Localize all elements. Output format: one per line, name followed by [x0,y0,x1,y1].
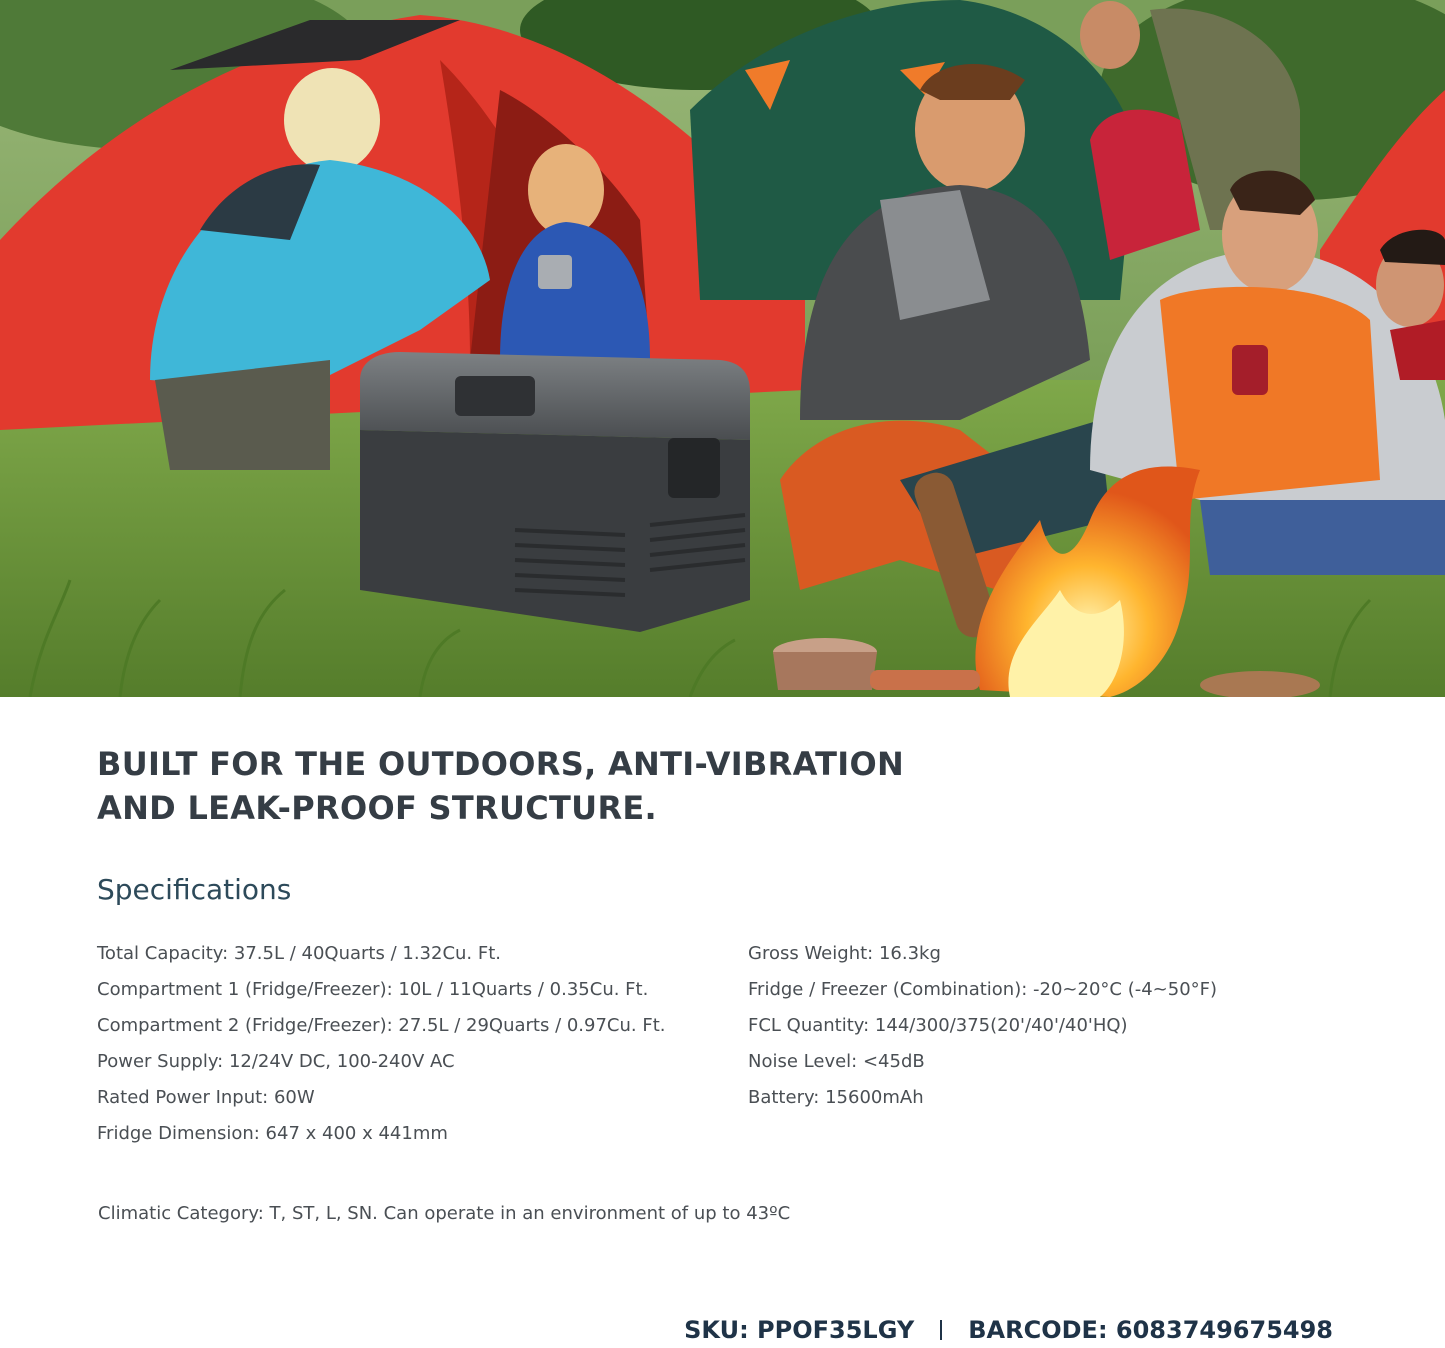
climatic-category-note: Climatic Category: T, ST, L, SN. Can operate in an environment of up to 43ºC [98,1203,791,1224]
spec-gross-weight: Gross Weight: 16.3kg [748,943,941,964]
specifications-left-column [97,936,737,1152]
code-separator [940,1320,942,1340]
spec-noise-level: Noise Level: <45dB [748,1051,925,1072]
spec-battery: Battery: 15600mAh [748,1087,924,1108]
headline-line-1: BUILT FOR THE OUTDOORS, ANTI-VIBRATION [97,745,905,783]
spec-rated-power-input: Rated Power Input: 60W [97,1087,315,1108]
spec-compartment-2: Compartment 2 (Fridge/Freezer): 27.5L / 29Quarts / 0.97Cu. Ft. [97,1015,666,1036]
barcode-label: BARCODE: 6083749675498 [968,1316,1333,1344]
spec-fcl-quantity: FCL Quantity: 144/300/375(20'/40'/40'HQ) [748,1015,1128,1036]
specifications-right-column [748,936,1388,1116]
sku-label: SKU: PPOF35LGY [684,1316,915,1344]
product-codes [684,1312,1333,1348]
spec-compartment-1: Compartment 1 (Fridge/Freezer): 10L / 11Quarts / 0.35Cu. Ft. [97,979,649,1000]
headline [97,742,904,830]
specifications-title: Specifications [97,873,292,906]
portable-fridge [360,352,750,632]
spec-total-capacity: Total Capacity: 37.5L / 40Quarts / 1.32Cu. Ft. [97,943,501,964]
spec-fridge-dimension: Fridge Dimension: 647 x 400 x 441mm [97,1123,448,1144]
headline-line-2: AND LEAK-PROOF STRUCTURE. [97,789,658,827]
spec-temperature-range: Fridge / Freezer (Combination): -20~20°C (-4~50°F) [748,979,1218,1000]
spec-power-supply: Power Supply: 12/24V DC, 100-240V AC [97,1051,455,1072]
